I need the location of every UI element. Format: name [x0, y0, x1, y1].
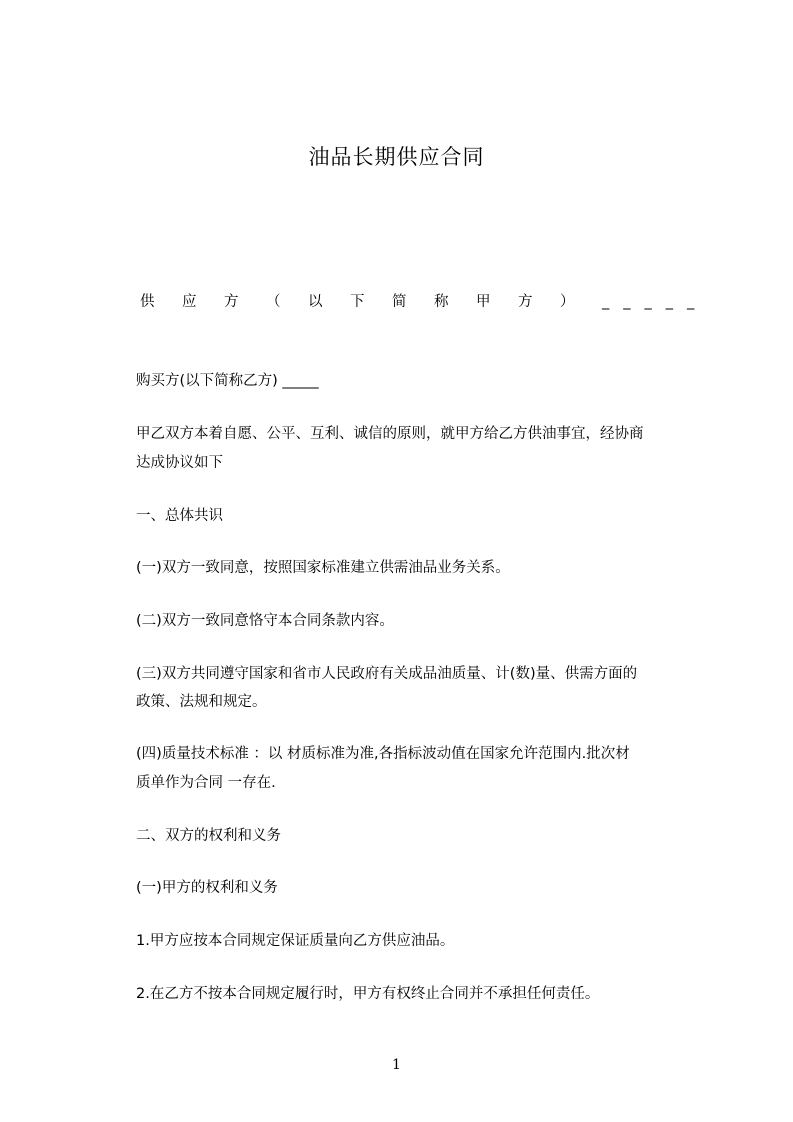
- section-1-heading: 一、总体共识: [136, 508, 223, 524]
- party-a-label: 供应方（以下简称甲方）: [140, 294, 602, 310]
- preamble-line-2: 达成协议如下: [136, 455, 223, 471]
- party-a-blank: _____: [602, 294, 709, 310]
- item-2: 2.在乙方不按本合同规定履行时，甲方有权终止合同并不承担任何责任。: [136, 986, 600, 1002]
- page-number: 1: [392, 1057, 401, 1073]
- clause-1-2: (二)双方一致同意恪守本合同条款内容。: [136, 613, 394, 629]
- item-1: 1.甲方应按本合同规定保证质量向乙方供应油品。: [136, 933, 455, 949]
- party-b-line: 购买方(以下简称乙方) _____: [136, 373, 319, 389]
- party-a-line: [140, 292, 709, 312]
- subsection-2-1-heading: (一)甲方的权利和义务: [136, 880, 278, 896]
- document-title: 油品长期供应合同: [308, 145, 485, 169]
- clause-1-4-line-1: (四)质量技术标准 ：以 材质标准为准,各指标波动值在国家允许范围内.批次材: [136, 746, 630, 762]
- clause-1-1: (一)双方一致同意，按照国家标准建立供需油品业务关系。: [136, 560, 510, 576]
- clause-1-4-line-2: 质单作为合同 一存在.: [136, 775, 276, 791]
- clause-1-3-line-1: (三)双方共同遵守国家和省市人民政府有关成品油质量、计(数)量、供需方面的: [136, 666, 638, 682]
- clause-1-3-line-2: 政策、法规和规定。: [136, 694, 267, 710]
- section-2-heading: 二、双方的权利和义务: [136, 828, 281, 844]
- preamble-line-1: 甲乙双方本着自愿、公平、互利、诚信的原则，就甲方给乙方供油事宜，经协商: [136, 426, 644, 442]
